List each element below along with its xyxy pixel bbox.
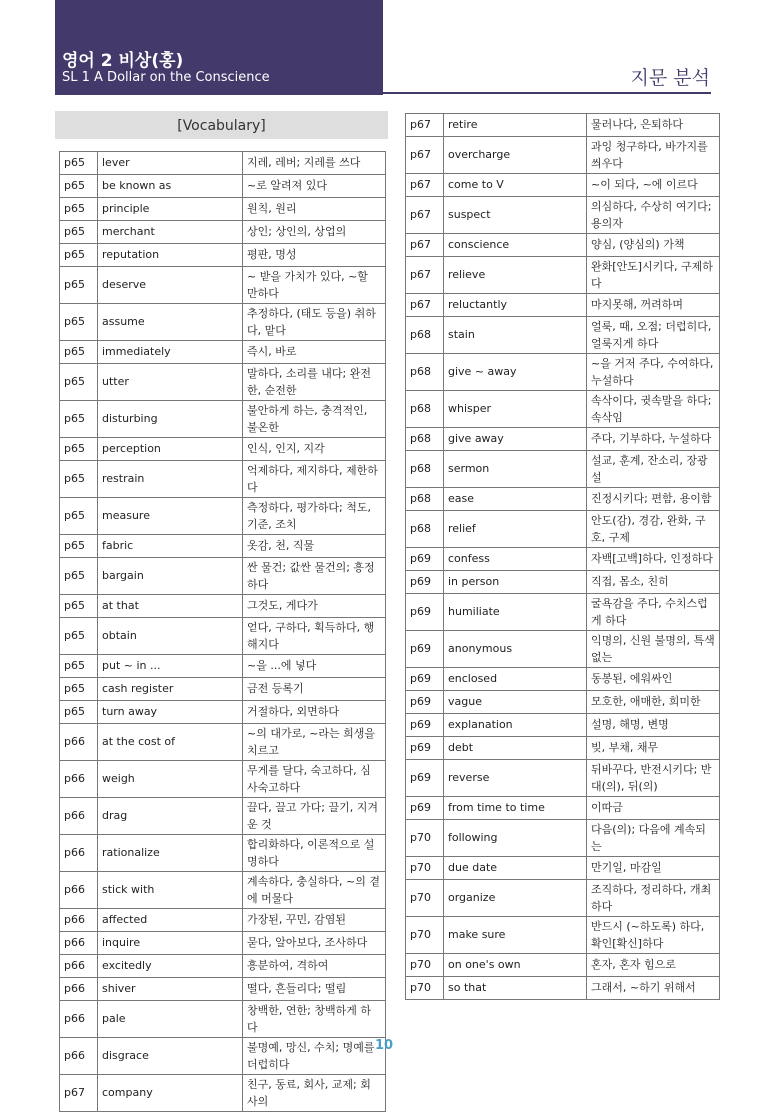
word-cell: cash register — [98, 678, 243, 701]
meaning-cell: 자백[고백]하다, 인정하다 — [587, 548, 720, 571]
meaning-cell: 이따금 — [587, 797, 720, 820]
vocab-row — [60, 872, 386, 909]
vocab-row — [60, 1001, 386, 1038]
page-number-cell: p66 — [60, 1038, 98, 1075]
word-cell: measure — [98, 498, 243, 535]
page-number-cell: p69 — [406, 760, 444, 797]
vocab-row — [406, 917, 720, 954]
meaning-cell: ~로 알려져 있다 — [243, 175, 386, 198]
meaning-cell: 굴욕감을 주다, 수치스럽게 하다 — [587, 594, 720, 631]
vocab-row — [60, 618, 386, 655]
page-number-cell: p65 — [60, 655, 98, 678]
meaning-cell: ~을 거저 주다, 수여하다, 누설하다 — [587, 354, 720, 391]
meaning-cell: 모호한, 애매한, 희미한 — [587, 691, 720, 714]
page-number-cell: p66 — [60, 1001, 98, 1038]
page-number-cell: p65 — [60, 401, 98, 438]
meaning-cell: 빚, 부채, 채무 — [587, 737, 720, 760]
meaning-cell: 설교, 훈계, 잔소리, 장광설 — [587, 451, 720, 488]
meaning-cell: 불명예, 망신, 수치; 명예를 더럽히다 — [243, 1038, 386, 1075]
vocab-row — [406, 714, 720, 737]
page-number-cell: p68 — [406, 317, 444, 354]
vocab-row — [60, 955, 386, 978]
meaning-cell: ~의 대가로, ~라는 희생을 치르고 — [243, 724, 386, 761]
vocab-row — [60, 798, 386, 835]
meaning-cell: ~을 ...에 넣다 — [243, 655, 386, 678]
meaning-cell: 상인; 상인의, 상업의 — [243, 221, 386, 244]
page-number-cell: p68 — [406, 511, 444, 548]
page-number-cell: p70 — [406, 880, 444, 917]
meaning-cell: 싼 물건; 값싼 물건의; 흥정하다 — [243, 558, 386, 595]
vocab-row — [406, 737, 720, 760]
meaning-cell: 측정하다, 평가하다; 척도, 기준, 조치 — [243, 498, 386, 535]
meaning-cell: 억제하다, 제지하다, 제한하다 — [243, 461, 386, 498]
meaning-cell: 조직하다, 정리하다, 개최하다 — [587, 880, 720, 917]
vocab-row — [60, 221, 386, 244]
word-cell: give away — [444, 428, 587, 451]
vocab-row — [406, 428, 720, 451]
page-number-cell: p65 — [60, 175, 98, 198]
word-cell: organize — [444, 880, 587, 917]
vocab-row — [406, 571, 720, 594]
vocab-row — [60, 535, 386, 558]
word-cell: be known as — [98, 175, 243, 198]
vocab-row — [60, 595, 386, 618]
meaning-cell: 양심, (양심의) 가책 — [587, 234, 720, 257]
vocab-row — [406, 668, 720, 691]
vocab-row — [406, 197, 720, 234]
section-title: 지문 분석 — [630, 67, 710, 89]
page-number-cell: p69 — [406, 714, 444, 737]
vocab-row — [60, 1075, 386, 1112]
word-cell: so that — [444, 977, 587, 1000]
page-number-cell: p68 — [406, 451, 444, 488]
meaning-cell: 불안하게 하는, 충격적인, 불온한 — [243, 401, 386, 438]
word-cell: come to V — [444, 174, 587, 197]
vocab-row — [60, 558, 386, 595]
vocab-row — [60, 724, 386, 761]
header-divider — [383, 92, 711, 94]
meaning-cell: 흥분하여, 격하여 — [243, 955, 386, 978]
vocab-row — [60, 461, 386, 498]
page-number-cell: p65 — [60, 618, 98, 655]
word-cell: turn away — [98, 701, 243, 724]
page-number: 10 — [374, 1038, 394, 1053]
page-number-cell: p65 — [60, 558, 98, 595]
textbook-title: 영어 2 비상(홍) — [62, 51, 184, 71]
word-cell: rationalize — [98, 835, 243, 872]
vocab-row — [60, 835, 386, 872]
word-cell: from time to time — [444, 797, 587, 820]
meaning-cell: 지레, 레버; 지레를 쓰다 — [243, 152, 386, 175]
page-number-cell: p67 — [406, 234, 444, 257]
word-cell: on one's own — [444, 954, 587, 977]
page-number-cell: p67 — [406, 137, 444, 174]
word-cell: drag — [98, 798, 243, 835]
page-number-cell: p65 — [60, 341, 98, 364]
meaning-cell: 얻다, 구하다, 획득하다, 행해지다 — [243, 618, 386, 655]
meaning-cell: ~ 받을 가치가 있다, ~할 만하다 — [243, 267, 386, 304]
word-cell: deserve — [98, 267, 243, 304]
page-number-cell: p68 — [406, 428, 444, 451]
meaning-cell: 주다, 기부하다, 누설하다 — [587, 428, 720, 451]
page-number-cell: p65 — [60, 152, 98, 175]
page-number-cell: p65 — [60, 461, 98, 498]
vocab-row — [60, 932, 386, 955]
word-cell: perception — [98, 438, 243, 461]
page-number-cell: p66 — [60, 835, 98, 872]
vocab-row — [406, 797, 720, 820]
page-number-cell: p67 — [406, 114, 444, 137]
meaning-cell: 과잉 청구하다, 바가지를 씌우다 — [587, 137, 720, 174]
vocab-row — [406, 511, 720, 548]
vocab-row — [406, 857, 720, 880]
meaning-cell: 안도(감), 경감, 완화, 구호, 구제 — [587, 511, 720, 548]
vocab-row — [406, 548, 720, 571]
word-cell: fabric — [98, 535, 243, 558]
vocab-row — [406, 317, 720, 354]
meaning-cell: 가장된, 꾸민, 감염된 — [243, 909, 386, 932]
meaning-cell: 인식, 인지, 지각 — [243, 438, 386, 461]
page-number-cell: p67 — [406, 174, 444, 197]
word-cell: overcharge — [444, 137, 587, 174]
vocab-row — [60, 401, 386, 438]
page-number-cell: p66 — [60, 872, 98, 909]
meaning-cell: 무게를 달다, 숙고하다, 심사숙고하다 — [243, 761, 386, 798]
page-number-cell: p65 — [60, 221, 98, 244]
page-number-cell: p68 — [406, 391, 444, 428]
vocab-row — [60, 198, 386, 221]
word-cell: whisper — [444, 391, 587, 428]
word-cell: merchant — [98, 221, 243, 244]
vocab-row — [406, 451, 720, 488]
page-number-cell: p70 — [406, 954, 444, 977]
word-cell: immediately — [98, 341, 243, 364]
page-number-cell: p65 — [60, 535, 98, 558]
meaning-cell: 떨다, 흔들리다; 떨림 — [243, 978, 386, 1001]
page-number-cell: p70 — [406, 977, 444, 1000]
word-cell: reluctantly — [444, 294, 587, 317]
meaning-cell: 진정시키다; 편함, 용이함 — [587, 488, 720, 511]
meaning-cell: 얼룩, 때, 오점; 더럽히다, 얼룩지게 하다 — [587, 317, 720, 354]
vocab-row — [406, 954, 720, 977]
page-number-cell: p65 — [60, 267, 98, 304]
page-number-cell: p69 — [406, 548, 444, 571]
meaning-cell: 뒤바꾸다, 반전시키다; 반대(의), 뒤(의) — [587, 760, 720, 797]
word-cell: obtain — [98, 618, 243, 655]
meaning-cell: 옷감, 천, 직물 — [243, 535, 386, 558]
vocab-row — [60, 341, 386, 364]
word-cell: excitedly — [98, 955, 243, 978]
word-cell: ease — [444, 488, 587, 511]
vocab-row — [406, 391, 720, 428]
word-cell: vague — [444, 691, 587, 714]
meaning-cell: 마지못해, 꺼려하며 — [587, 294, 720, 317]
word-cell: disgrace — [98, 1038, 243, 1075]
word-cell: lever — [98, 152, 243, 175]
page-number-cell: p65 — [60, 595, 98, 618]
page-number-cell: p70 — [406, 857, 444, 880]
page-number-cell: p69 — [406, 797, 444, 820]
word-cell: at the cost of — [98, 724, 243, 761]
page-number-cell: p67 — [406, 257, 444, 294]
word-cell: at that — [98, 595, 243, 618]
word-cell: restrain — [98, 461, 243, 498]
word-cell: relief — [444, 511, 587, 548]
word-cell: sermon — [444, 451, 587, 488]
meaning-cell: 평판, 명성 — [243, 244, 386, 267]
word-cell: give ~ away — [444, 354, 587, 391]
word-cell: conscience — [444, 234, 587, 257]
page-number-cell: p65 — [60, 364, 98, 401]
word-cell: confess — [444, 548, 587, 571]
word-cell: due date — [444, 857, 587, 880]
vocab-row — [406, 594, 720, 631]
vocab-row — [60, 438, 386, 461]
lesson-title: SL 1 A Dollar on the Conscience — [62, 70, 270, 85]
word-cell: relieve — [444, 257, 587, 294]
vocab-row — [60, 498, 386, 535]
vocab-row — [406, 488, 720, 511]
meaning-cell: 거절하다, 외면하다 — [243, 701, 386, 724]
word-cell: put ~ in ... — [98, 655, 243, 678]
meaning-cell: 창백한, 연한; 창백하게 하다 — [243, 1001, 386, 1038]
vocab-row — [60, 244, 386, 267]
word-cell: disturbing — [98, 401, 243, 438]
meaning-cell: 원칙, 원리 — [243, 198, 386, 221]
page-number-cell: p65 — [60, 438, 98, 461]
word-cell: enclosed — [444, 668, 587, 691]
page-number-cell: p65 — [60, 244, 98, 267]
word-cell: affected — [98, 909, 243, 932]
meaning-cell: 끌다, 끌고 가다; 끌기, 지겨운 것 — [243, 798, 386, 835]
meaning-cell: 묻다, 알아보다, 조사하다 — [243, 932, 386, 955]
word-cell: stick with — [98, 872, 243, 909]
page-number-cell: p66 — [60, 955, 98, 978]
vocab-row — [60, 761, 386, 798]
word-cell: explanation — [444, 714, 587, 737]
word-cell: following — [444, 820, 587, 857]
vocab-row — [406, 631, 720, 668]
vocab-row — [60, 678, 386, 701]
vocab-row — [406, 820, 720, 857]
meaning-cell: 말하다, 소리를 내다; 완전한, 순전한 — [243, 364, 386, 401]
meaning-cell: 익명의, 신원 불명의, 특색 없는 — [587, 631, 720, 668]
vocab-row — [60, 364, 386, 401]
page-number-cell: p66 — [60, 978, 98, 1001]
page-number-cell: p69 — [406, 737, 444, 760]
page-number-cell: p65 — [60, 198, 98, 221]
word-cell: principle — [98, 198, 243, 221]
meaning-cell: 추정하다, (태도 등을) 취하다, 맡다 — [243, 304, 386, 341]
page-number-cell: p67 — [60, 1075, 98, 1112]
page-number-cell: p67 — [406, 294, 444, 317]
vocabulary-table-right — [405, 113, 720, 1000]
meaning-cell: 계속하다, 충실하다, ~의 곁에 머물다 — [243, 872, 386, 909]
word-cell: shiver — [98, 978, 243, 1001]
vocab-row — [60, 267, 386, 304]
word-cell: in person — [444, 571, 587, 594]
meaning-cell: 속삭이다, 귓속말을 하다; 속삭임 — [587, 391, 720, 428]
meaning-cell: ~이 되다, ~에 이르다 — [587, 174, 720, 197]
meaning-cell: 물러나다, 은퇴하다 — [587, 114, 720, 137]
word-cell: debt — [444, 737, 587, 760]
vocab-row — [60, 152, 386, 175]
vocab-row — [406, 137, 720, 174]
word-cell: inquire — [98, 932, 243, 955]
word-cell: suspect — [444, 197, 587, 234]
vocab-row — [406, 234, 720, 257]
word-cell: company — [98, 1075, 243, 1112]
word-cell: stain — [444, 317, 587, 354]
page-number-cell: p66 — [60, 798, 98, 835]
vocab-row — [60, 655, 386, 678]
vocab-row — [406, 760, 720, 797]
vocab-row — [406, 977, 720, 1000]
page-number-cell: p65 — [60, 701, 98, 724]
page-number-cell: p67 — [406, 197, 444, 234]
meaning-cell: 즉시, 바로 — [243, 341, 386, 364]
page-number-cell: p68 — [406, 488, 444, 511]
meaning-cell: 의심하다, 수상히 여기다; 용의자 — [587, 197, 720, 234]
meaning-cell: 완화[안도]시키다, 구제하다 — [587, 257, 720, 294]
word-cell: reverse — [444, 760, 587, 797]
vocab-row — [406, 691, 720, 714]
page-number-cell: p70 — [406, 820, 444, 857]
vocab-row — [60, 304, 386, 341]
page-number-cell: p70 — [406, 917, 444, 954]
meaning-cell: 그래서, ~하기 위해서 — [587, 977, 720, 1000]
meaning-cell: 그것도, 게다가 — [243, 595, 386, 618]
page-number-cell: p68 — [406, 354, 444, 391]
vocab-row — [406, 174, 720, 197]
word-cell: pale — [98, 1001, 243, 1038]
vocab-row — [406, 294, 720, 317]
vocab-row — [406, 354, 720, 391]
meaning-cell: 친구, 동료, 회사, 교제; 회사의 — [243, 1075, 386, 1112]
page-number-cell: p69 — [406, 631, 444, 668]
vocab-row — [406, 880, 720, 917]
word-cell: weigh — [98, 761, 243, 798]
page-number-cell: p69 — [406, 594, 444, 631]
word-cell: bargain — [98, 558, 243, 595]
meaning-cell: 반드시 (~하도록) 하다, 확인[확신]하다 — [587, 917, 720, 954]
meaning-cell: 다음(의); 다음에 계속되는 — [587, 820, 720, 857]
meaning-cell: 만기일, 마감일 — [587, 857, 720, 880]
word-cell: humiliate — [444, 594, 587, 631]
meaning-cell: 동봉된, 에워싸인 — [587, 668, 720, 691]
vocab-row — [406, 114, 720, 137]
vocab-row — [406, 257, 720, 294]
page-number-cell: p66 — [60, 724, 98, 761]
meaning-cell: 직접, 몸소, 친히 — [587, 571, 720, 594]
page-number-cell: p69 — [406, 571, 444, 594]
page-number-cell: p66 — [60, 932, 98, 955]
word-cell: anonymous — [444, 631, 587, 668]
page-number-cell: p65 — [60, 498, 98, 535]
vocabulary-heading: [Vocabulary] — [55, 111, 388, 139]
page-number-cell: p65 — [60, 678, 98, 701]
page-number-cell: p66 — [60, 761, 98, 798]
word-cell: reputation — [98, 244, 243, 267]
vocabulary-table-left — [59, 151, 386, 1112]
word-cell: utter — [98, 364, 243, 401]
word-cell: make sure — [444, 917, 587, 954]
meaning-cell: 금전 등록기 — [243, 678, 386, 701]
meaning-cell: 혼자, 혼자 힘으로 — [587, 954, 720, 977]
vocab-row — [60, 701, 386, 724]
page-number-cell: p66 — [60, 909, 98, 932]
page-number-cell: p65 — [60, 304, 98, 341]
vocab-row — [60, 909, 386, 932]
page-number-cell: p69 — [406, 691, 444, 714]
word-cell: retire — [444, 114, 587, 137]
meaning-cell: 합리화하다, 이론적으로 설명하다 — [243, 835, 386, 872]
vocab-row — [60, 175, 386, 198]
vocab-row — [60, 978, 386, 1001]
page-number-cell: p69 — [406, 668, 444, 691]
meaning-cell: 설명, 해명, 변명 — [587, 714, 720, 737]
word-cell: assume — [98, 304, 243, 341]
